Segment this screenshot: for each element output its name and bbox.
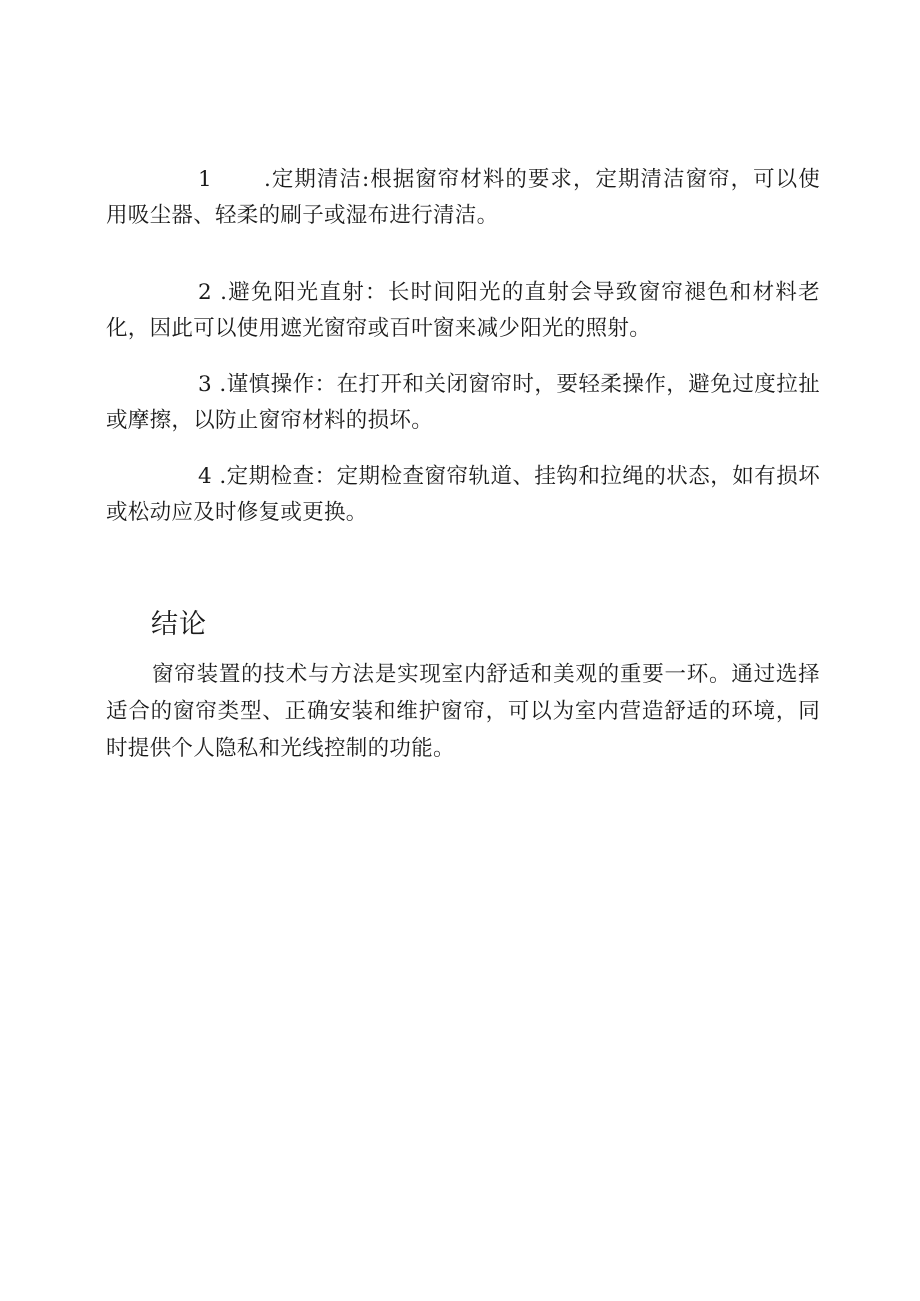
item-number: 1 [198,167,212,192]
item-separator: . [219,464,227,489]
item-separator: . [219,372,227,397]
item-title: 定期清洁 [271,167,362,192]
item-title: 避免阳光直射 [227,280,366,305]
item-title: 定期检查 [226,464,315,489]
maintenance-item-2 [106,275,820,347]
conclusion-heading: 结论 [151,609,207,640]
item-text: 根据窗帘材料的要求，定期清洁窗帘，可以使用吸尘器、轻柔的刷子或湿布进行清洁。 [106,167,820,228]
item-text: 定期检查窗帘轨道、挂钩和拉绳的状态，如有损坏或松动应及时修复或更换。 [106,464,820,525]
item-colon: : [361,167,370,192]
item-colon: ： [365,280,388,305]
item-number: 4 [198,464,212,489]
item-colon: ： [314,464,337,489]
maintenance-item-4 [106,459,820,531]
maintenance-item-3 [106,367,820,439]
item-separator: . [220,280,228,305]
item-colon: ： [314,372,337,397]
maintenance-item-1 [106,162,820,234]
item-separator: . [263,167,272,192]
item-title: 谨慎操作 [226,372,315,397]
item-text: 在打开和关闭窗帘时，要轻柔操作，避免过度拉扯或摩擦，以防止窗帘材料的损坏。 [106,372,820,433]
item-number: 3 [198,372,212,397]
item-number: 2 [198,280,212,305]
item-text: 长时间阳光的直射会导致窗帘褪色和材料老化，因此可以使用遮光窗帘或百叶窗来减少阳光的照射。 [106,280,820,341]
conclusion-paragraph: 窗帘装置的技术与方法是实现室内舒适和美观的重要一环。通过选择适合的窗帘类型、正确安装和维护窗帘，可以为室内营造舒适的环境，同时提供个人隐私和光线控制的功能。 [106,662,820,761]
